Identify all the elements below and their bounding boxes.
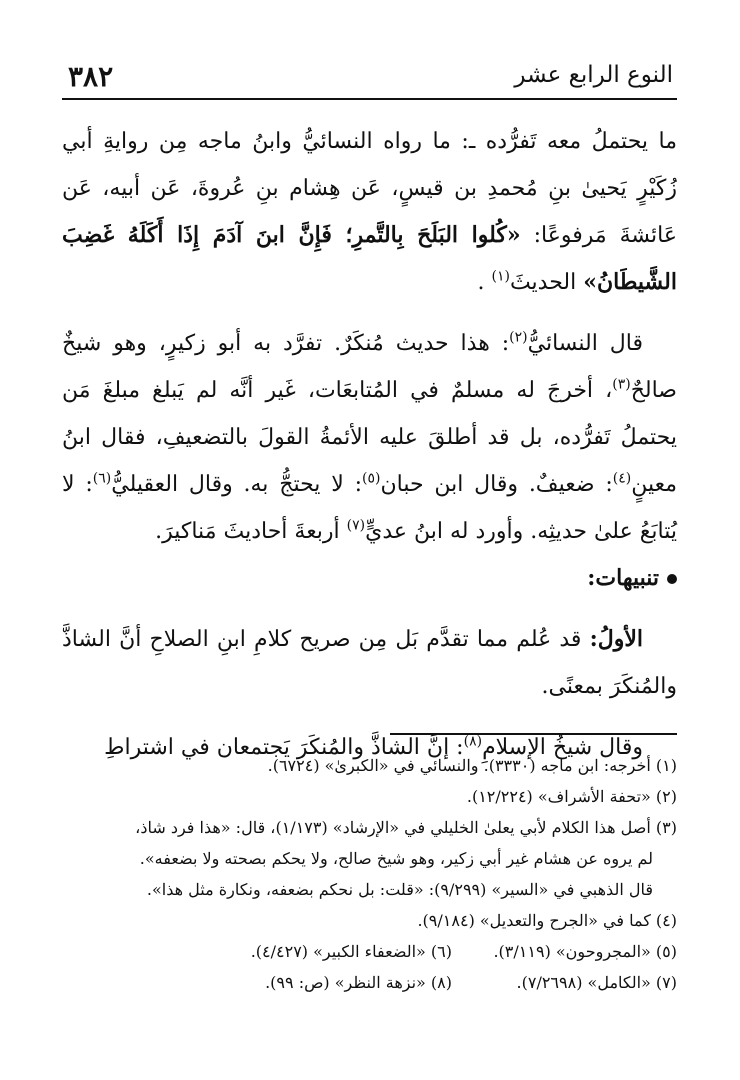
p2-a: قال النسائيُّ [527,331,643,356]
p3-lead: الأولُ: [589,626,643,652]
footnote-6: (٦) «الضعفاء الكبير» (٤/٤٢٧). [250,942,452,961]
p1-end: الحديثَ [509,270,577,295]
p2-c: ، أخرجَ له مسلمٌ في المُتابعَات، غَير أنَّه لم يَبلغ مبلغَ مَن يحتملُ تَفرُّده، بل قد أطلقَ عليه الأئمةُ القولَ بالتضعيفِ، فقال ابنُ معينٍ [62,378,678,497]
p4-b: : إنَّ الشاذَّ والمُنكَرَ يَجتمعان في اشتراطِ [104,735,464,760]
p1-text: ما يحتملُ معه تَفرُّده ـ: ما رواه النسائيُّ وابنُ ماجه مِن روايةِ أبي زُكَيْرٍ يَحيىٰ بنِ مُحمدِ بن قيسٍ، عَن هِشام بنِ عُروةَ، عَن أبيه، عَن عَائشةَ مَرفوعًا: [62,129,677,248]
footnote-ref-6[interactable]: (٦) [92,470,112,487]
footnote-ref-7[interactable]: (٧) [346,517,366,534]
footnotes [62,750,677,998]
paragraph-2 [62,320,677,555]
bullet-icon [667,574,677,584]
tanbihat-label: تنبيهات: [587,565,659,591]
footnote-3: (٣) أصل هذا الكلام لأبي يعلىٰ الخليلي في «الإرشاد» (١/١٧٣)، قال: «هذا فرد شاذ، [135,818,677,837]
footnote-ref-1[interactable]: (١) [491,268,510,285]
chapter-title: النوع الرابع عشر [514,62,673,88]
footnote-separator [390,733,677,735]
paragraph-1: ما يحتملُ معه تَفرُّده ـ: ما رواه النسائيُّ وابنُ ماجه مِن روايةِ أبي زُكَيْرٍ يَحيىٰ بنِ مُحمدِ بن قيسٍ، عَن هِشام بنِ عُروةَ، عَن أبيه، عَن عَائشةَ مَرفوعًا: «كُلوا البَلَحَ بِالتَّمرِ؛ فَإِنَّ ابنَ آدَمَ إِذَا أَكَلَهُ غَضِبَ الشَّيطَانُ» الحديثَ$^{(١)}$ . [62,129,677,295]
footnote-row-5-6 [62,936,677,967]
footnote-2: (٢) «تحفة الأشراف» (١٢/٢٢٤). [466,787,677,806]
p4-a: وقال شيخُ الإسلامِ [482,735,643,760]
footnote-4: (٤) كما في «الجرح والتعديل» (٩/١٨٤). [417,911,677,930]
hadith-quote: «كُلوا البَلَحَ بِالتَّمرِ؛ فَإِنَّ ابنَ آدَمَ إِذَا أَكَلَهُ غَضِبَ الشَّيطَانُ» [62,222,677,295]
p2-b: : هذا حديث مُنكَرٌ. تفرَّد به أبو زكيرٍ، وهو شيخٌ صالحٌ [62,331,677,403]
footnote-ref-8[interactable]: (٨) [463,733,483,750]
footnote-3-cont: لم يروه عن هشام غير أبي زكير، وهو شيخ صالح، ولا يحكم بصحته ولا بضعفه». [139,849,653,868]
p2-e: : لا يحتجُّ به. وقال العقيليُّ [111,472,362,497]
p2-f: : لا يُتابَعُ علىٰ حديثِه. وأورد له ابنُ عديٍّ [62,472,677,544]
footnote-ref-3[interactable]: (٣) [612,376,631,393]
page-header [62,54,677,100]
footnote-5: (٥) «المجروحون» (٣/١١٩). [493,942,677,961]
footnote-1: (١) أخرجه: ابن ماجه (٣٣٣٠). والنسائي في «الكبرىٰ» (٦٧٢٤). [267,756,677,775]
p3-text: قد عُلم مما تقدَّم بَل مِن صريح كلامِ ابنِ الصلاحِ أنَّ الشاذَّ والمُنكَرَ بمعنًى. [62,627,677,699]
main-text [62,118,677,771]
paragraph-3 [62,616,677,710]
footnote-ref-4[interactable]: (٤) [612,470,632,487]
footnote-7: (٧) «الكامل» (٧/٢٦٩٨). [516,973,677,992]
footnote-ref-2[interactable]: (٢) [509,329,528,346]
footnote-8: (٨) «نزهة النظر» (ص: ٩٩). [265,973,452,992]
footnote-row-7-8 [62,967,677,998]
p2-g: أربعةَ أحاديثَ مَناكيرَ. [155,519,347,544]
p2-d: : ضعيفٌ. وقال ابن حبان [380,472,613,497]
tanbihat-heading [62,555,677,602]
page-number: ٣٨٢ [68,60,114,93]
footnote-3-quote: قال الذهبي في «السير» (٩/٢٩٩): «قلت: بل نحكم بضعفه، ونكارة مثل هذا». [146,880,653,899]
footnote-ref-5[interactable]: (٥) [362,470,381,487]
